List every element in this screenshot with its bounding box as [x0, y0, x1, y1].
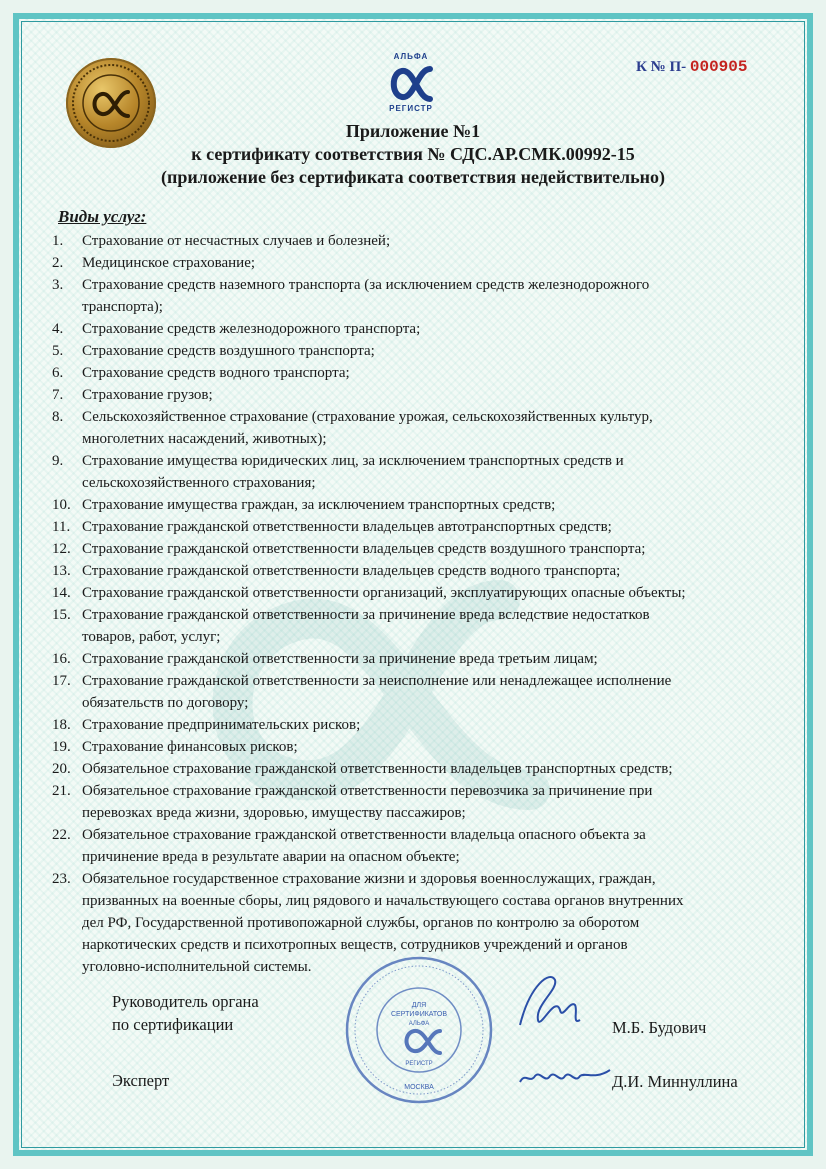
stamp-text-3: АЛЬФА — [408, 1021, 430, 1027]
service-text-line: Страхование имущества юридических лиц, за исключением транспортных средств и — [82, 453, 624, 469]
service-text — [82, 582, 772, 604]
service-text — [82, 362, 772, 384]
service-number: 3. — [52, 277, 64, 293]
service-text — [82, 736, 772, 758]
service-text-line: Обязательное страхование гражданской ответственности владельцев транспортных средств; — [82, 761, 673, 777]
service-text-line: перевозках вреда жизни, здоровью, имуществу пассажиров; — [82, 805, 466, 821]
service-text-line: Страхование гражданской ответственности владельцев средств водного транспорта; — [82, 563, 621, 579]
service-text-line: Страхование предпринимательских рисков; — [82, 717, 361, 733]
expert-name: Д.И. Миннуллина — [612, 1072, 738, 1091]
title-line-1: Приложение №1 — [345, 121, 481, 141]
service-text-line: призванных на военные сборы, лиц рядового и начальствующего состава органов внутренних — [82, 893, 684, 909]
service-text — [82, 230, 772, 252]
service-item — [52, 252, 772, 274]
service-text — [82, 538, 772, 560]
stamp-city: МОСКВА — [404, 1084, 434, 1091]
service-text — [82, 340, 772, 362]
service-text-line: Медицинское страхование; — [82, 255, 256, 271]
service-text — [82, 252, 772, 274]
stamp-text-1: ДЛЯ — [411, 1002, 427, 1009]
service-number: 14. — [52, 585, 71, 601]
service-number: 21. — [52, 783, 71, 799]
expert-signature-icon — [515, 1062, 615, 1092]
service-number: 2. — [52, 255, 64, 271]
service-item — [52, 274, 772, 318]
service-item — [52, 736, 772, 758]
service-text-line: наркотических средств и психотропных веществ, сотрудников учреждений и органов — [82, 937, 628, 953]
service-item — [52, 758, 772, 780]
section-heading: Виды услуг: — [58, 207, 147, 226]
service-text — [82, 714, 772, 736]
service-text-line: товаров, работ, услуг; — [82, 629, 221, 645]
service-item — [52, 406, 772, 450]
services-list — [52, 230, 772, 978]
title-line-2: к сертификату соответствия № СДС.АР.СМК.00992-15 — [191, 144, 635, 164]
service-text-line: транспорта); — [82, 299, 163, 315]
head-name: М.Б. Будович — [612, 1018, 707, 1037]
service-text-line: Обязательное страхование гражданской ответственности перевозчика за причинение при — [82, 783, 653, 799]
service-text — [82, 450, 772, 494]
service-item — [52, 538, 772, 560]
service-text — [82, 318, 772, 340]
service-text — [82, 670, 772, 714]
certification-stamp — [344, 955, 494, 1105]
service-text — [82, 824, 772, 868]
service-text-line: Страхование гражданской ответственности организаций, эксплуатирующих опасные объекты; — [82, 585, 686, 601]
service-text-line: Страхование финансовых рисков; — [82, 739, 298, 755]
alpha-logo-icon — [386, 61, 436, 105]
service-text-line: причинение вреда в результате аварии на опасном объекте; — [82, 849, 460, 865]
service-item — [52, 450, 772, 494]
service-number: 11. — [52, 519, 71, 535]
service-text-line: Страхование гражданской ответственности за неисполнение или ненадлежащее исполнение — [82, 673, 672, 689]
service-text-line: Страхование средств воздушного транспорта; — [82, 343, 375, 359]
service-text — [82, 780, 772, 824]
service-item — [52, 516, 772, 538]
service-number: 7. — [52, 387, 64, 403]
logo-top-text: АЛЬФА — [393, 52, 429, 61]
service-number: 8. — [52, 409, 64, 425]
service-text — [82, 516, 772, 538]
certificate-number-value: 000905 — [689, 58, 748, 76]
service-text — [82, 406, 772, 450]
service-text-line: уголовно-исполнительной системы. — [82, 959, 312, 975]
document-title — [0, 120, 826, 189]
service-item — [52, 780, 772, 824]
service-item — [52, 494, 772, 516]
expert-label: Эксперт — [112, 1071, 170, 1090]
service-text-line: сельскохозяйственного страхования; — [82, 475, 316, 491]
service-text-line: Страхование гражданской ответственности владельцев средств воздушного транспорта; — [82, 541, 646, 557]
certificate-number-prefix: К № П- — [636, 59, 687, 75]
service-item — [52, 824, 772, 868]
service-text-line: Сельскохозяйственное страхование (страхование урожая, сельскохозяйственных культур, — [82, 409, 653, 425]
service-number: 4. — [52, 321, 64, 337]
service-item — [52, 362, 772, 384]
service-number: 20. — [52, 761, 71, 777]
head-label-line-1: Руководитель органа — [112, 992, 259, 1011]
service-text-line: Обязательное страхование гражданской ответственности владельца опасного объекта за — [82, 827, 646, 843]
service-text-line: Страхование гражданской ответственности за причинение вреда третьим лицам; — [82, 651, 598, 667]
service-text-line: многолетних насаждений, животных); — [82, 431, 327, 447]
service-text — [82, 560, 772, 582]
service-number: 12. — [52, 541, 71, 557]
service-text-line: Страхование от несчастных случаев и болезней; — [82, 233, 391, 249]
service-text-line: обязательств по договору; — [82, 695, 249, 711]
service-item — [52, 560, 772, 582]
service-text-line: Страхование имущества граждан, за исключением транспортных средств; — [82, 497, 556, 513]
service-item — [52, 582, 772, 604]
logo-bottom-text: РЕГИСТР — [389, 104, 433, 113]
service-text — [82, 648, 772, 670]
stamp-text-4: РЕГИСТР — [405, 1061, 433, 1067]
service-text-line: Страхование гражданской ответственности за причинение вреда вследствие недостатков — [82, 607, 650, 623]
service-item — [52, 384, 772, 406]
service-number: 18. — [52, 717, 71, 733]
stamp-text-2: СЕРТИФИКАТОВ — [390, 1011, 448, 1018]
service-text — [82, 604, 772, 648]
service-item — [52, 670, 772, 714]
service-item — [52, 230, 772, 252]
service-item — [52, 714, 772, 736]
certificate-number — [636, 58, 747, 76]
alfa-register-logo — [372, 52, 450, 114]
service-text-line: Страхование средств водного транспорта; — [82, 365, 350, 381]
service-item — [52, 318, 772, 340]
service-text — [82, 274, 772, 318]
service-text-line: дел РФ, Государственной противопожарной службы, органов по контролю за оборотом — [82, 915, 640, 931]
service-number: 17. — [52, 673, 71, 689]
service-text-line: Страхование средств наземного транспорта (за исключением средств железнодорожного — [82, 277, 650, 293]
service-number: 16. — [52, 651, 71, 667]
service-text-line: Обязательное государственное страхование жизни и здоровья военнослужащих, граждан, — [82, 871, 656, 887]
service-number: 5. — [52, 343, 64, 359]
service-item — [52, 648, 772, 670]
service-number: 23. — [52, 871, 71, 887]
service-number: 19. — [52, 739, 71, 755]
title-line-3: (приложение без сертификата соответствия недействительно) — [161, 167, 665, 187]
head-label-line-2: по сертификации — [112, 1015, 234, 1034]
service-text-line: Страхование грузов; — [82, 387, 213, 403]
service-number: 9. — [52, 453, 64, 469]
service-number: 22. — [52, 827, 71, 843]
service-text — [82, 758, 772, 780]
service-text — [82, 384, 772, 406]
service-number: 10. — [52, 497, 71, 513]
service-number: 15. — [52, 607, 71, 623]
service-text-line: Страхование средств железнодорожного транспорта; — [82, 321, 421, 337]
service-number: 6. — [52, 365, 64, 381]
service-text-line: Страхование гражданской ответственности владельцев автотранспортных средств; — [82, 519, 612, 535]
service-text — [82, 494, 772, 516]
service-number: 13. — [52, 563, 71, 579]
service-number: 1. — [52, 233, 64, 249]
service-item — [52, 340, 772, 362]
service-item — [52, 604, 772, 648]
head-signature-icon — [500, 965, 600, 1045]
